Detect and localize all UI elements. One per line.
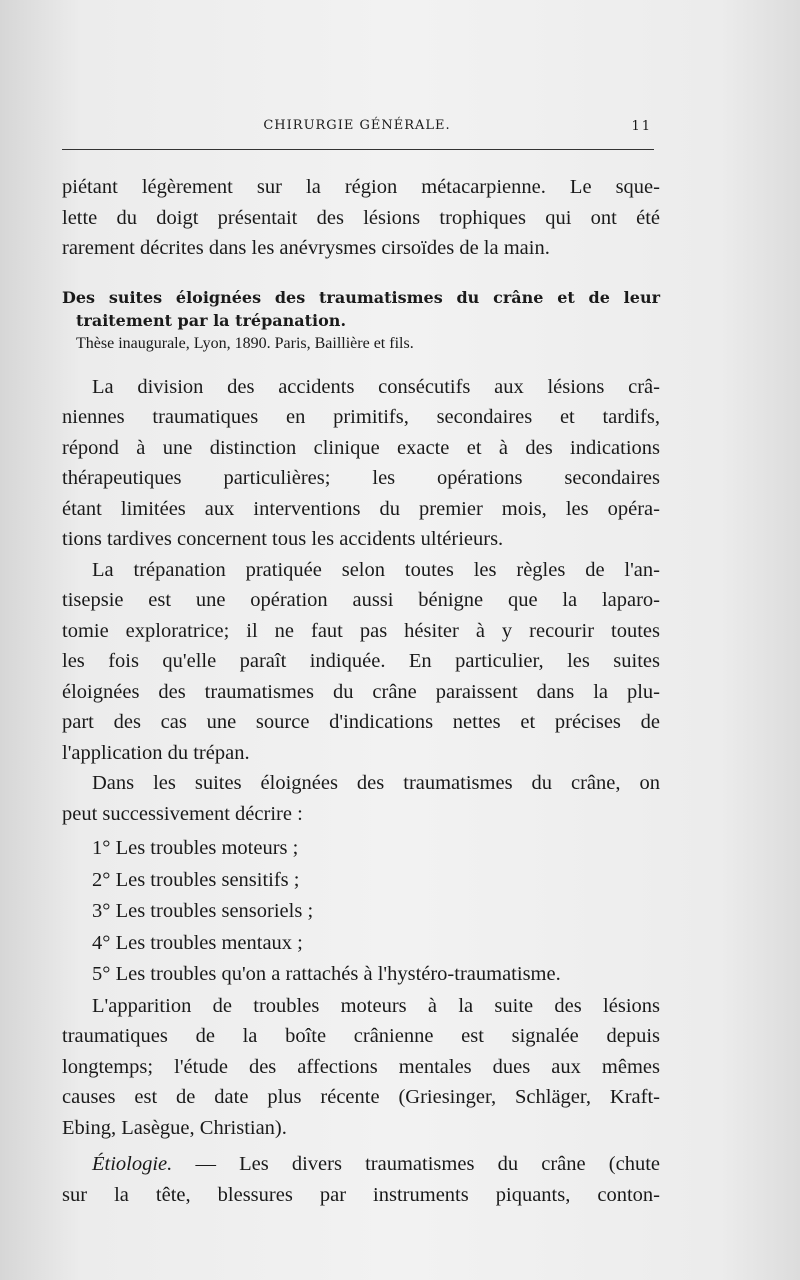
text-line: tomie exploratrice; il ne faut pas hésiter à y recourir toutes <box>62 619 660 642</box>
text-line: tisepsie est une opération aussi bénigne que la laparo- <box>62 589 660 611</box>
text-line: éloignées des traumatismes du crâne paraissent dans la plu- <box>62 680 660 703</box>
text-line: causes est de date plus récente (Griesinger, Schläger, Kraft- <box>62 1086 660 1108</box>
paragraph-1 <box>62 172 660 264</box>
troubles-list <box>62 833 660 991</box>
text-line: niennes traumatiques en primitifs, secondaires et tardifs, <box>62 406 660 428</box>
list-item: 1° Les troubles moteurs ; <box>92 837 299 859</box>
text-line: traumatiques de la boîte crânienne est signalée depuis <box>62 1025 660 1047</box>
text-line: peut successivement décrire : <box>62 802 303 825</box>
text-line: tions tardives concernent tous les accidents ultérieurs. <box>62 528 504 550</box>
text-line: Dans les suites éloignées des traumatismes du crâne, on <box>92 772 660 794</box>
list-item: 5° Les troubles qu'on a rattachés à l'hystéro-traumatisme. <box>92 963 561 985</box>
text-line: les fois qu'elle paraît indiquée. En particulier, les suites <box>62 650 660 672</box>
body-text <box>62 172 660 1210</box>
heading-line: Des suites éloignées des traumatismes du crâne et de leur <box>62 287 660 307</box>
text-line: sur la tête, blessures par instruments piquants, conton- <box>62 1183 660 1206</box>
paragraph-5 <box>62 991 660 1144</box>
text-line: La trépanation pratiquée selon toutes les règles de l'an- <box>92 558 660 581</box>
heading-line: traitement par la trépanation. <box>76 310 347 330</box>
text-line: part des cas une source d'indications nettes et précises de <box>62 711 660 733</box>
text-line: lette du doigt présentait des lésions trophiques qui ont été <box>62 206 660 229</box>
text-line: l'application du trépan. <box>62 741 250 764</box>
list-item: 3° Les troubles sensoriels ; <box>92 900 314 922</box>
paragraph-3 <box>62 555 660 769</box>
list-item: 4° Les troubles mentaux ; <box>92 931 303 954</box>
etiologie-rest: — Les divers traumatismes du crâne (chute <box>172 1153 660 1175</box>
header-rule <box>62 149 654 150</box>
page-number: 11 <box>631 119 652 134</box>
paragraph-6 <box>62 1149 660 1210</box>
running-head <box>62 116 652 136</box>
text-line: Ebing, Lasègue, Christian). <box>62 1116 287 1139</box>
etiologie-lead: Étiologie. <box>92 1153 173 1175</box>
text-line: piétant légèrement sur la région métacarpienne. Le sque- <box>62 176 660 198</box>
running-title: CHIRURGIE GÉNÉRALE. <box>263 118 451 133</box>
paragraph-4 <box>62 768 660 829</box>
section-heading <box>62 286 660 332</box>
section-citation: Thèse inaugurale, Lyon, 1890. Paris, Baillière et fils. <box>76 334 414 352</box>
text-line: La division des accidents consécutifs aux lésions crâ- <box>92 375 660 398</box>
text-line <box>62 1149 660 1180</box>
list-item: 2° Les troubles sensitifs ; <box>92 868 300 891</box>
text-line: thérapeutiques particulières; les opérations secondaires <box>62 467 660 489</box>
paragraph-2 <box>62 372 660 555</box>
text-line: longtemps; l'étude des affections mentales dues aux mêmes <box>62 1055 660 1078</box>
text-line: étant limitées aux interventions du premier mois, les opéra- <box>62 497 660 520</box>
text-line: L'apparition de troubles moteurs à la suite des lésions <box>92 994 660 1017</box>
text-line: répond à une distinction clinique exacte et à des indications <box>62 436 660 459</box>
text-line: rarement décrites dans les anévrysmes cirsoïdes de la main. <box>62 237 550 259</box>
